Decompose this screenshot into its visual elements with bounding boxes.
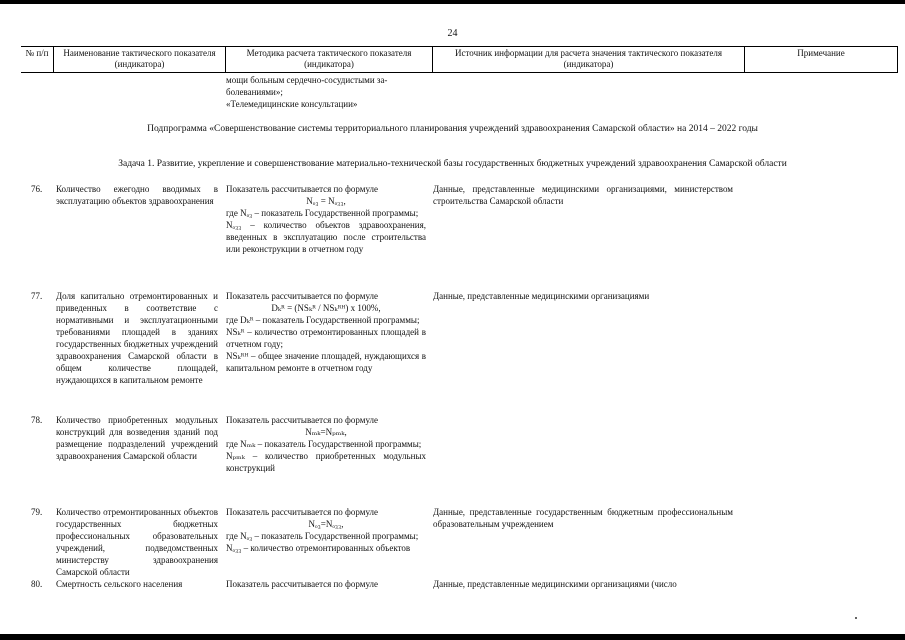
indicator-name: Количество ежегодно вводимых в эксплуатацию объектов здравоохранения [56,184,218,206]
continuation-line: «Телемедицинские консультации» [226,99,358,109]
task-title: Задача 1. Развитие, укрепление и совершенствование материально-технической базы государственных бюджетных учреждений здравоохранения Самарской области [118,159,787,169]
row-number: 77. [31,291,43,301]
header-col-number: № п/п [25,48,49,58]
header-col-source: Источник информации для расчета значения тактического показателя (индикатора) [432,47,744,72]
method-cell [226,506,426,554]
source-cell: Данные, представленные медицинскими организациями [433,291,650,301]
method-cell [226,578,426,590]
formula-definition: где Nₒ₃ – показатель Государственной программы; [226,208,419,218]
formula-definition: где Nₘₖ – показатель Государственной программы; [226,439,422,449]
formula-definition: Nₚₘₖ – количество приобретенных модульных конструкций [226,451,426,473]
subprogram-title: Подпрограмма «Совершенствование системы территориального планирования учреждений здравоохранения Самарской области» на 2014 – 2022 годы [147,124,758,134]
indicator-name: Смертность сельского населения [56,579,183,589]
formula-definition: Nₒ₃₃ – количество объектов здравоохранения, введенных в эксплуатацию после строительства или реконструкции в отчетном году [226,220,426,254]
row-number: 76. [31,184,43,194]
method-intro: Показатель рассчитывается по формуле [226,184,379,194]
table-header [21,46,898,73]
source-cell: Данные, представленные медицинскими организациями (число [433,579,677,589]
formula-definition: где Dₖᴿ – показатель Государственной программы; [226,315,420,325]
header-col-note: Примечание [744,47,898,72]
indicator-name: Доля капитально отремонтированных и приведенных в соответствие с нормативными и эксплуатационными требованиями площадей в зданиях государственных бюджетных учреждений здравоохранения Самарской области в общем количестве площадей, нуждающихся в капитальном ремонте [56,291,218,385]
source-cell: Данные, представленные государственным бюджетным профессиональным образовательным учреждением [433,507,733,529]
formula: Dₖᴿ = (NSₖᴿ / NSₖᴿᴴ) x 100%, [271,303,381,313]
method-intro: Показатель рассчитывается по формуле [226,415,379,425]
row-number: 78. [31,415,43,425]
continuation-line: болеваниями»; [226,87,283,97]
header-col-indicator-name: Наименование тактического показателя (индикатора) [53,47,225,72]
scan-speck [855,617,857,619]
indicator-name: Количество приобретенных модульных конструкций для возведения зданий под размещение подразделений учреждений здравоохранения Самарской области [56,415,218,461]
method-cell [226,290,426,374]
formula: Nₘₖ=Nₚₘₖ, [305,427,347,437]
indicator-name: Количество отремонтированных объектов государственных бюджетных профессиональных образовательных учреждений, подведомственных министерству здравоохранения Самарской области [56,507,218,577]
method-intro: Показатель рассчитывается по формуле [226,507,379,517]
continuation-line: мощи больным сердечно-сосудистыми за- [226,75,388,85]
formula: Nₒ₃=Nₒ₃₃, [308,519,344,529]
continuation-text [226,74,426,110]
bottom-border [0,634,905,640]
formula-definition: Nₒ₃₃ – количество отремонтированных объектов [226,543,411,553]
method-cell [226,414,426,474]
method-cell [226,183,426,255]
formula-definition: где Nₒ₃ – показатель Государственной программы; [226,531,419,541]
method-intro: Показатель рассчитывается по формуле [226,579,379,589]
source-cell: Данные, представленные медицинскими организациями, министерством строительства Самарской области [433,184,733,206]
formula: Nₒ₃ = Nₒ₃₃, [306,196,346,206]
method-intro: Показатель рассчитывается по формуле [226,291,379,301]
formula-definition: NSₖᴿ – количество отремонтированных площадей в отчетном году; [226,327,426,349]
row-number: 80. [31,579,43,589]
top-border [0,0,905,4]
row-number: 79. [31,507,43,517]
page-number: 24 [447,28,458,39]
formula-definition: NSₖᴿᴴ – общее значение площадей, нуждающихся в капитальном ремонте в отчетном году [226,351,426,373]
header-col-method: Методика расчета тактического показателя (индикатора) [225,47,432,72]
